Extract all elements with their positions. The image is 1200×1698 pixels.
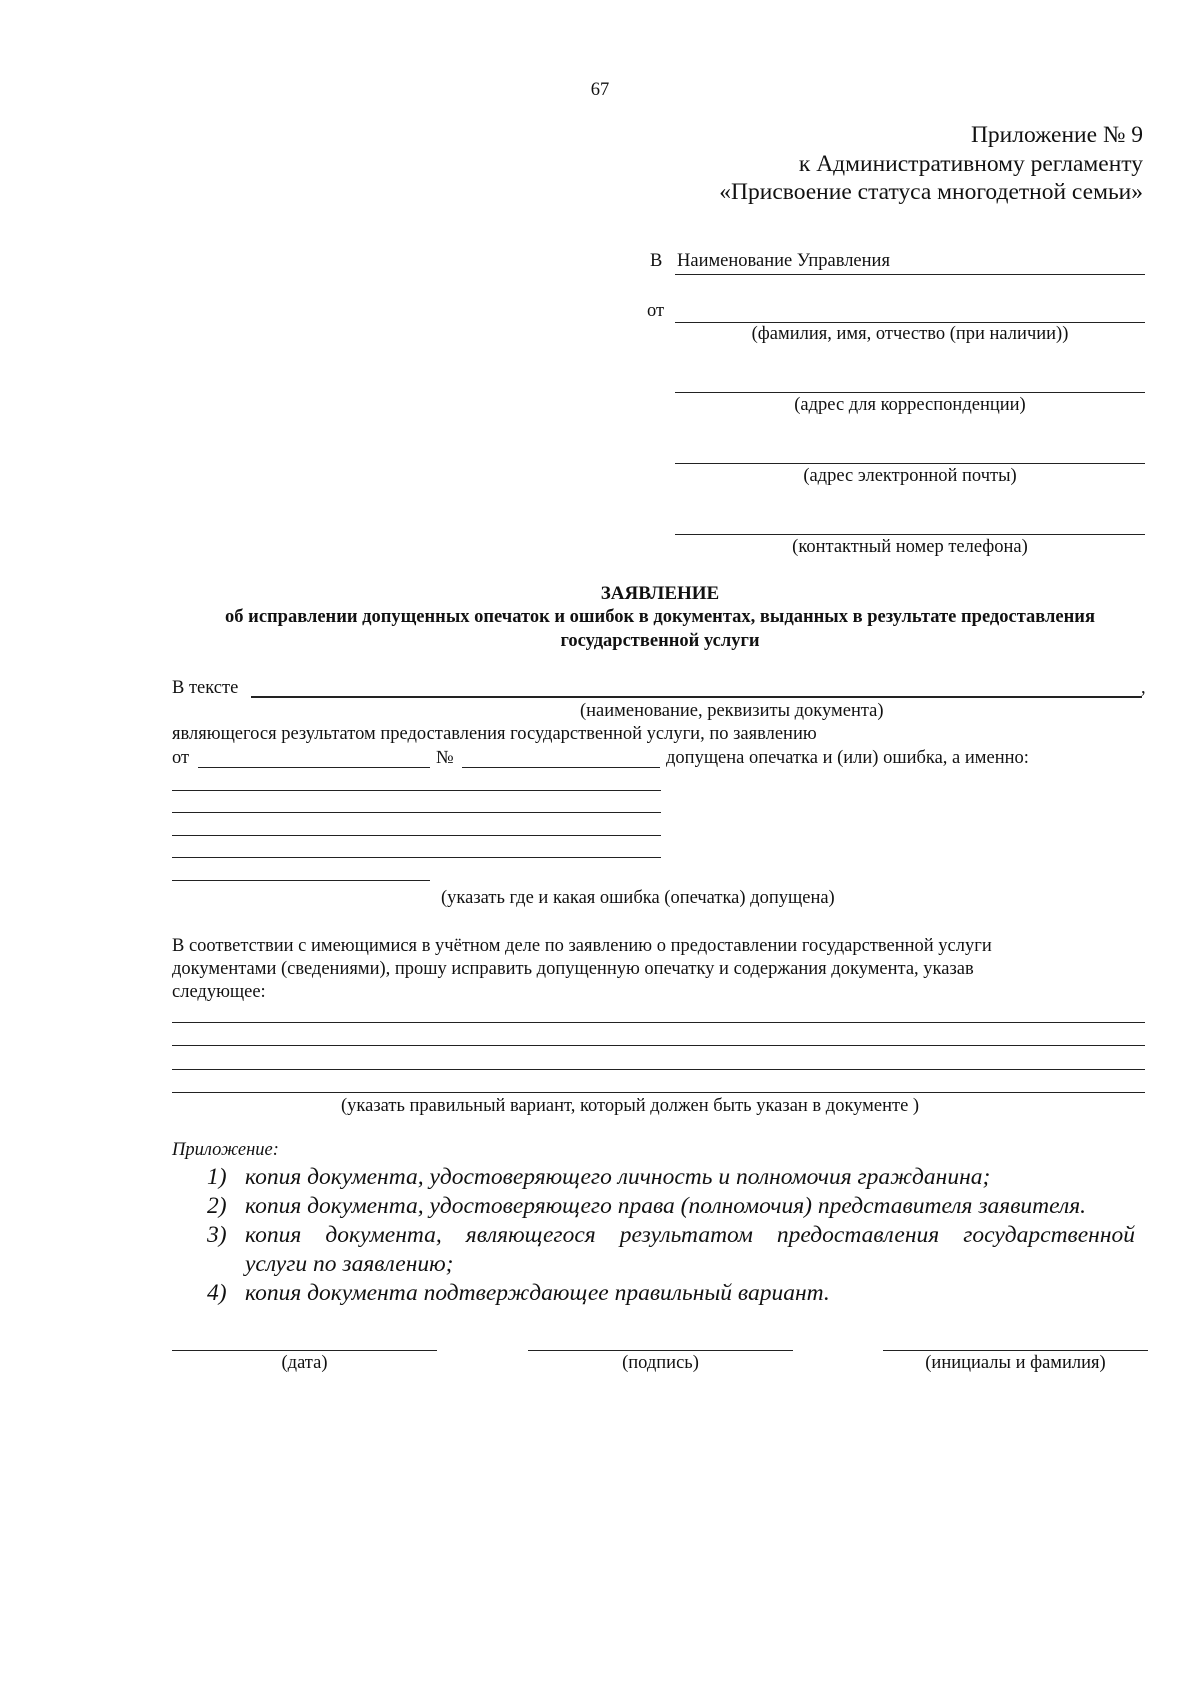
from-prefix: от bbox=[647, 301, 665, 321]
attachment-1-text: копия документа, удостоверяющего личность и полномочия гражданина; bbox=[245, 1164, 991, 1190]
correction-line-2[interactable] bbox=[172, 1045, 1145, 1046]
error-line-5[interactable] bbox=[172, 880, 430, 881]
date-field[interactable] bbox=[172, 1350, 437, 1351]
appendix-service-name: «Присвоение статуса многодетной семьи» bbox=[719, 179, 1143, 205]
appendix-number: Приложение № 9 bbox=[970, 122, 1143, 148]
attachment-2-number: 2) bbox=[207, 1193, 227, 1219]
department-underline bbox=[675, 274, 1145, 275]
name-field[interactable] bbox=[883, 1350, 1148, 1351]
page-number: 67 bbox=[590, 80, 610, 100]
attachments-label: Приложение: bbox=[172, 1140, 279, 1160]
paragraph-line-1: В соответствии с имеющимися в учётном деле по заявлению о предоставлении государственной услуги bbox=[172, 936, 992, 956]
attachment-1-number: 1) bbox=[207, 1164, 227, 1190]
from-date-label: от bbox=[172, 748, 190, 768]
signature-caption: (подпись) bbox=[622, 1353, 699, 1373]
date-caption: (дата) bbox=[281, 1353, 328, 1373]
attachment-2-text: копия документа, удостоверяющего права (полномочия) представителя заявителя. bbox=[245, 1193, 1087, 1219]
department-name: Наименование Управления bbox=[677, 251, 890, 271]
document-caption: (наименование, реквизиты документа) bbox=[580, 701, 884, 721]
error-line-3[interactable] bbox=[172, 835, 661, 836]
correction-line-3[interactable] bbox=[172, 1069, 1145, 1070]
email-caption: (адрес электронной почты) bbox=[803, 466, 1017, 486]
attachment-4-number: 4) bbox=[207, 1280, 227, 1306]
error-line-2[interactable] bbox=[172, 812, 661, 813]
document-name-field[interactable] bbox=[251, 696, 1142, 698]
in-text-label: В тексте bbox=[172, 678, 239, 698]
fio-field[interactable] bbox=[675, 322, 1145, 323]
phone-caption: (контактный номер телефона) bbox=[792, 537, 1028, 557]
application-number-field[interactable] bbox=[462, 767, 660, 768]
attachment-3-number: 3) bbox=[207, 1222, 227, 1248]
correction-caption: (указать правильный вариант, который должен быть указан в документе ) bbox=[341, 1096, 920, 1116]
paragraph-line-3: следующее: bbox=[172, 982, 266, 1002]
to-prefix: В bbox=[650, 251, 663, 271]
number-label: № bbox=[436, 748, 454, 768]
phone-field[interactable] bbox=[675, 534, 1145, 535]
attachment-3-text-cont: услуги по заявлению; bbox=[245, 1251, 454, 1277]
result-line: являющегося результатом предоставления государственной услуги, по заявлению bbox=[172, 724, 817, 744]
error-line-1[interactable] bbox=[172, 790, 661, 791]
attachment-3-text: копия документа, являющегося результатом предоставления государственной bbox=[245, 1222, 1135, 1248]
application-date-field[interactable] bbox=[198, 767, 430, 768]
address-caption: (адрес для корреспонденции) bbox=[794, 395, 1026, 415]
fio-caption: (фамилия, имя, отчество (при наличии)) bbox=[751, 324, 1069, 344]
comma: , bbox=[1141, 678, 1146, 698]
signature-field[interactable] bbox=[528, 1350, 793, 1351]
error-caption: (указать где и какая ошибка (опечатка) допущена) bbox=[441, 888, 835, 908]
appendix-regulation: к Административному регламенту bbox=[798, 151, 1143, 177]
correction-line-1[interactable] bbox=[172, 1022, 1145, 1023]
address-field[interactable] bbox=[675, 392, 1145, 393]
document-subtitle-line2: государственной услуги bbox=[560, 631, 760, 651]
error-text: допущена опечатка и (или) ошибка, а именно: bbox=[666, 748, 1029, 768]
error-line-4[interactable] bbox=[172, 857, 661, 858]
attachment-4-text: копия документа подтверждающее правильный вариант. bbox=[245, 1280, 830, 1306]
email-field[interactable] bbox=[675, 463, 1145, 464]
correction-line-4[interactable] bbox=[172, 1092, 1145, 1093]
document-title: ЗАЯВЛЕНИЕ bbox=[600, 583, 720, 604]
name-caption: (инициалы и фамилия) bbox=[925, 1353, 1106, 1373]
document-subtitle-line1: об исправлении допущенных опечаток и ошибок в документах, выданных в результате предоставления bbox=[225, 607, 1095, 627]
paragraph-line-2: документами (сведениями), прошу исправить допущенную опечатку и содержания документа, указав bbox=[172, 959, 974, 979]
